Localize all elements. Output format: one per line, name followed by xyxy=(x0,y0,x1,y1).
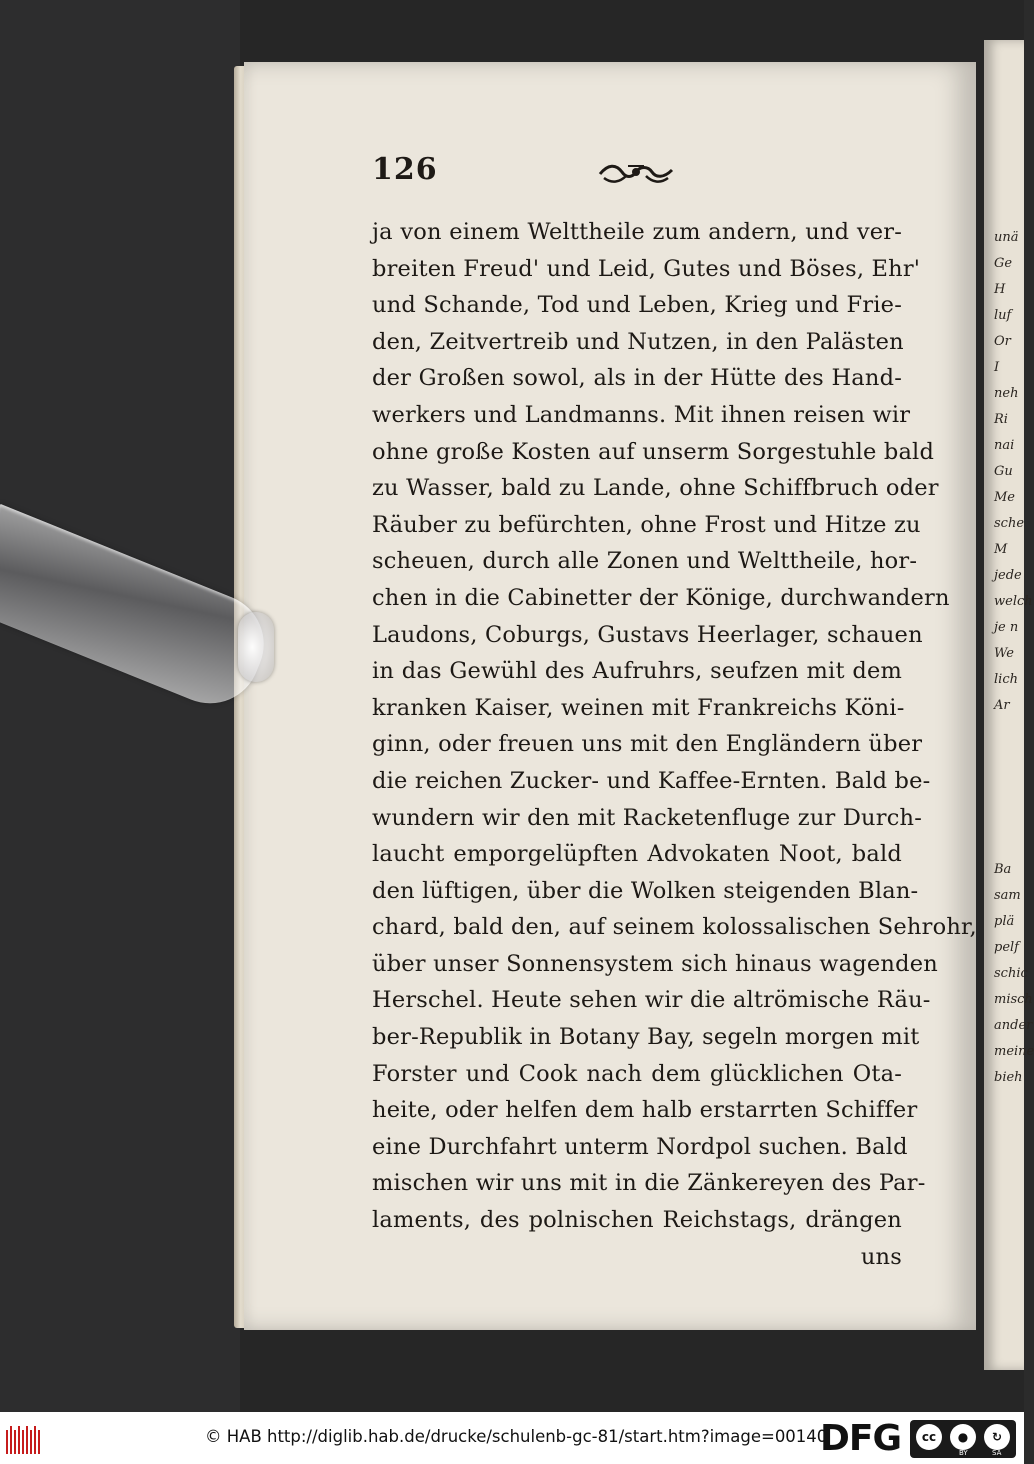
next-page-fragment: nai xyxy=(994,438,1015,453)
catchword: uns xyxy=(860,1243,902,1270)
next-page-fragment: neh xyxy=(994,386,1019,401)
next-page-strip xyxy=(984,40,1034,1370)
text-line: zu Wasser, bald zu Lande, ohne Schiffbruch oder xyxy=(372,475,939,502)
text-line: ja von einem Welttheile zum andern, und ver- xyxy=(372,219,902,245)
next-page-fragment: schic xyxy=(994,966,1028,981)
next-page-fragments-upper xyxy=(984,230,1033,724)
license-sa-label: SA xyxy=(992,1449,1002,1457)
next-page-fragment: sche xyxy=(994,516,1025,531)
text-line: Räuber zu befürchten, ohne Frost und Hitze zu xyxy=(372,511,921,538)
text-line: die reichen Zucker- und Kaffee-Ernten. Bald be- xyxy=(372,767,931,794)
text-line: laucht emporgelüpften Advokaten Noot, bald xyxy=(372,841,902,868)
text-line: wundern wir den mit Racketenfluge zur Durch- xyxy=(372,804,922,831)
next-page-fragment: M xyxy=(994,542,1008,557)
next-page-fragment: je n xyxy=(994,620,1019,635)
text-line: Laudons, Coburgs, Gustavs Heerlager, schauen xyxy=(372,621,923,648)
text-line: über unser Sonnensystem sich hinaus wagenden xyxy=(372,950,938,977)
page-header xyxy=(372,152,892,192)
text-line: ber-Republik in Botany Bay, segeln morgen mit xyxy=(372,1024,920,1051)
text-line: den, Zeitvertreib und Nutzen, in den Palästen xyxy=(372,328,904,355)
text-line: den lüftigen, über die Wolken steigenden Blan- xyxy=(372,877,919,904)
cc-icon: cc xyxy=(916,1424,942,1450)
next-page-fragment: ander xyxy=(994,1018,1033,1033)
next-page-fragment: Gu xyxy=(994,464,1013,479)
text-line: laments, des polnischen Reichstags, drängen xyxy=(372,1207,902,1234)
next-page-fragment: Me xyxy=(994,490,1016,505)
next-page-fragment: misch xyxy=(994,992,1033,1007)
text-line: mischen wir uns mit in die Zänkereyen des Par- xyxy=(372,1170,926,1197)
page-number: 126 xyxy=(372,152,438,187)
text-line: eine Durchfahrt unterm Nordpol suchen. Bald xyxy=(372,1133,908,1160)
next-page-fragment: Or xyxy=(994,334,1011,349)
next-page-fragment: I xyxy=(994,360,1000,375)
text-line: ginn, oder freuen uns mit den Engländern über xyxy=(372,731,923,758)
text-line: in das Gewühl des Aufruhrs, seufzen mit dem xyxy=(372,658,902,685)
text-line: der Großen sowol, als in der Hütte des Hand- xyxy=(372,365,902,392)
attribution-icon: ● xyxy=(950,1424,976,1450)
glass-weight-tip xyxy=(238,612,274,682)
next-page-fragment: bieh xyxy=(994,1070,1023,1085)
next-page-fragment: welch xyxy=(994,594,1033,609)
text-line: und Schande, Tod und Leben, Krieg und Frie- xyxy=(372,292,902,319)
share-alike-icon: ↻ xyxy=(984,1424,1010,1450)
text-line: ohne große Kosten auf unserm Sorgestuhle bald xyxy=(372,438,935,465)
next-page-fragment: sam xyxy=(994,888,1021,903)
library-logo-icon xyxy=(6,1426,40,1454)
viewer-footer xyxy=(0,1412,1024,1464)
cc-license-badge[interactable] xyxy=(910,1420,1016,1458)
text-line: chard, bald den, auf seinem kolossalischen Sehrohr, xyxy=(372,914,977,941)
text-line: Herschel. Heute sehen wir die altrömische Räu- xyxy=(372,987,931,1014)
dfg-logo: DFG xyxy=(820,1418,902,1459)
text-line: chen in die Cabinetter der Könige, durchwandern xyxy=(372,584,950,611)
text-line: heite, oder helfen dem halb erstarrten Schiffer xyxy=(372,1097,918,1124)
text-line: scheuen, durch alle Zonen und Welttheile, hor- xyxy=(372,548,918,575)
next-page-fragment: plä xyxy=(994,914,1015,929)
license-by-label: BY xyxy=(959,1449,968,1457)
attribution-link[interactable]: © HAB http://diglib.hab.de/drucke/schulenb-gc-81/start.htm?image=00140 xyxy=(205,1427,828,1446)
text-line: Forster und Cook nach dem glücklichen Ota- xyxy=(372,1060,902,1087)
text-line: breiten Freud' und Leid, Gutes und Böses, Ehr' xyxy=(372,255,921,282)
next-page-fragment: Ge xyxy=(994,256,1013,271)
next-page-fragment: meine xyxy=(994,1044,1034,1059)
next-page-fragment: Ar xyxy=(994,698,1010,713)
dark-surface xyxy=(0,0,240,1412)
next-page-fragments-lower xyxy=(984,862,1034,1096)
next-page-fragment: Ba xyxy=(994,862,1012,877)
text-line: kranken Kaiser, weinen mit Frankreichs Köni- xyxy=(372,694,905,721)
next-page-fragment: unä xyxy=(994,230,1019,245)
next-page-fragment: lich xyxy=(994,672,1018,687)
next-page-fragment: pelf xyxy=(994,940,1019,955)
ornament-icon xyxy=(598,160,674,186)
next-page-fragment: Ri xyxy=(994,412,1008,427)
next-page-fragment: jede xyxy=(994,568,1022,583)
text-line: werkers und Landmanns. Mit ihnen reisen wir xyxy=(372,401,911,428)
page-text xyxy=(372,214,977,1275)
next-page-fragment: We xyxy=(994,646,1014,661)
next-page-fragment: H xyxy=(994,282,1006,297)
next-page-fragment: luf xyxy=(994,308,1012,323)
